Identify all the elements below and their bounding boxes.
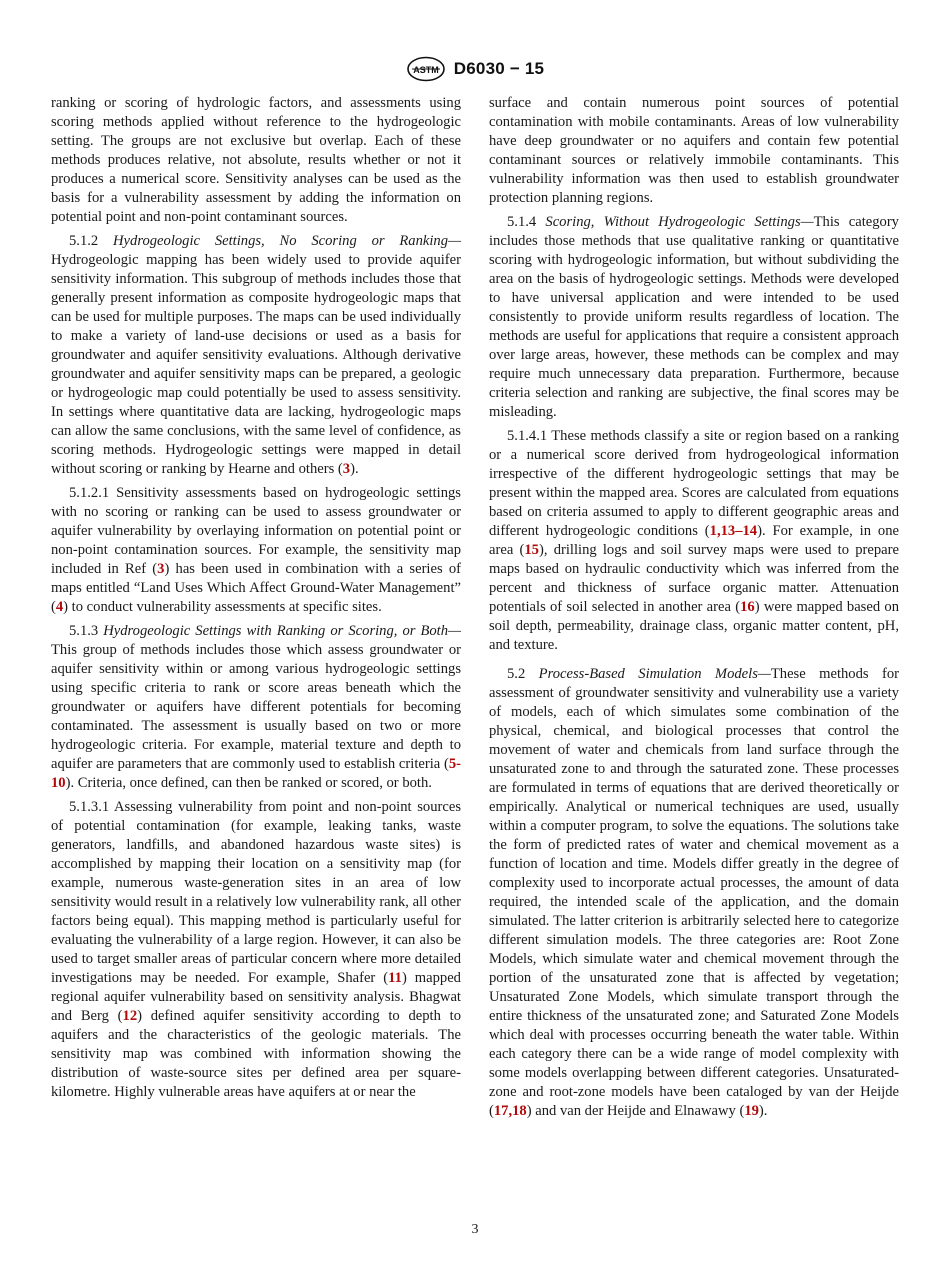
section-title: Scoring, Without Hydrogeologic Settings—: [545, 214, 814, 230]
section-title: Hydrogeologic Settings, No Scoring or Ranking—: [113, 233, 461, 249]
reference-link[interactable]: 3: [157, 561, 165, 577]
astm-logo-icon: [406, 56, 446, 82]
section-5-1-2-1: 5.1.2.1 Sensitivity assessments based on hydrogeologic settings with no scoring or ranking can be used to assess groundwater or aquifer vulnerability by overlaying information on potential point or non-point contamination sources. For example, the sensitivity map included in Ref (3) has been used in combination with a series of maps entitled “Land Uses Which Affect Ground-Water Management” (4) to conduct vulnerability assessments at specific sites.: [51, 485, 462, 615]
logo-text: ASTM: [413, 65, 439, 75]
page-number: 3: [471, 1222, 479, 1237]
reference-link[interactable]: 1,13–14: [709, 523, 758, 539]
paragraph: surface and contain numerous point sources of potential contamination with mobile contaminants. Areas of low vulnerability have deep groundwater or no aquifers and contain few potential contaminant sources or relatively immobile contaminants. This vulnerability information was then used to establish groundwater protection planning regions.: [489, 95, 899, 206]
reference-link[interactable]: 5-10: [51, 756, 461, 791]
left-column: [51, 94, 461, 1107]
section-5-1-3: 5.1.3 Hydrogeologic Settings with Ranking or Scoring, or Both—This group of methods includes those which assess groundwater or aquifer sensitivity within or among various hydrogeologic settings using specific criteria to rank or score areas beneath which the groundwater or aquifers have different potentials for becoming contaminated. The assessment is usually based on two or more hydrogeologic criteria. For example, material texture and depth to aquifer are parameters that are commonly used to establish criteria (5-10). Criteria, once defined, can then be ranked or scored, or both.: [51, 623, 462, 791]
section-title: Process-Based Simulation Models—: [538, 666, 771, 682]
page-header: [0, 56, 950, 82]
reference-link[interactable]: 3: [342, 461, 351, 477]
section-5-1-4: 5.1.4 Scoring, Without Hydrogeologic Settings—This category includes those methods that use qualitative ranking or quantitative scoring with hydrogeologic information, but without subdividing the area on the basis of hydrogeologic settings. Methods were developed to have universal application and were intended to be used consistently to provide uniform results regardless of location. The methods are useful for applications that require a consistent approach over large areas, however, these methods can be complex and may require much unnecessary data preparation. Furthermore, because criteria selection and ranking are subjective, the final scores may be misleading.: [489, 214, 899, 420]
reference-link[interactable]: 11: [388, 970, 402, 986]
section-title: Hydrogeologic Settings with Ranking or Scoring, or Both—: [103, 623, 462, 639]
paragraph: ranking or scoring of hydrologic factors, and assessments using scoring methods applied without reference to the hydrogeologic setting. The groups are not exclusive but overlap. Each of these methods produces relative, not absolute, results whether or not it produces a numerical score. Sensitivity analyses can be used as the basis for a vulnerability assessment by adding the information on potential point and non-point contaminant sources.: [51, 95, 461, 225]
section-5-2: 5.2 Process-Based Simulation Models—These methods for assessment of groundwater sensitivity and vulnerability use a variety of models, each of which simulates some combination of the physical, chemical, and biological processes that control the movement of water and chemicals from land surface through the unsaturated zone to and through the saturated zone. These processes are formulated in terms of equations that are derived theoretically or empirically. Analytical or numerical techniques are used, usually within a computer program, to solve the equations. The solutions take the form of predicted rates of water and chemical movement as a function of location and time. Models differ greatly in the degree of complexity used to incorporate actual processes, the amount of data required, the intended scale of the application, and the domain simulated. The latter criterion is arbitrarily selected here to categorize different simulation models. The three categories are: Root Zone Models, which simulate water and chemical movement through the portion of the unsaturated zone that is affected by vegetation; Unsaturated Zone Models, which simulate transport through the entire thickness of the unsaturated zone; and Saturated Zone Models which deal with processes occurring beneath the water table. Within each category there can be a wide range of model complexity with some models overlapping between different categories. Unsaturated-zone and root-zone models have been cataloged by van der Heijde (17,18) and van der Heijde and Elnawawy (19).: [489, 666, 899, 1119]
right-column: [489, 94, 899, 1126]
section-5-1-4-1: 5.1.4.1 These methods classify a site or region based on a ranking or a numerical score derived from hydrogeological information irrespective of the different hydrogeologic settings that may be present within the mapped area. Scores are calculated from equations based on criteria assumed to apply to different geographic areas and different hydrogeologic conditions (1,13–14). For example, in one area (15), drilling logs and soil survey maps were used to prepare maps based on hydraulic conductivity which was inferred from the percent and thickness of surface organic matter. Attenuation potentials of soil selected in another area (16) were mapped based on soil depth, permeability, drainage class, organic matter content, pH, and texture.: [489, 428, 899, 653]
reference-link[interactable]: 17,18: [493, 1103, 527, 1119]
reference-link[interactable]: 19: [744, 1103, 759, 1119]
reference-link[interactable]: 16: [740, 599, 755, 615]
reference-link[interactable]: 12: [122, 1008, 138, 1024]
reference-link[interactable]: 15: [524, 542, 539, 558]
section-5-1-3-1: 5.1.3.1 Assessing vulnerability from point and non-point sources of potential contamination (for example, leaking tanks, waste generators, landfills, and abandoned hazardous waste sites) is accomplished by mapping their location on a sensitivity map (for example, numerous waste-generation sites in an area of low sensitivity would result in a relatively low vulnerability rank, all other factors being equal). This mapping method is particularly useful for evaluating the vulnerability of a large region. However, it can also be used to target smaller areas of particular concern where more detailed investigations may be needed. For example, Shafer (11) mapped regional aquifer vulnerability based on sensitivity analysis. Bhagwat and Berg (12) defined aquifer sensitivity according to depth to aquifers and the characteristics of the geologic materials. The sensitivity map was combined with information showing the distribution of waste-source sites per defined area per square-kilometre. Highly vulnerable areas have aquifers at or near the: [51, 799, 461, 1100]
standard-designation: D6030 − 15: [453, 59, 545, 78]
section-5-1-2: 5.1.2 Hydrogeologic Settings, No Scoring or Ranking—Hydrogeologic mapping has been widely used to provide aquifer sensitivity information. This subgroup of methods includes those that generally present information as composite hydrogeologic maps that can be used for multiple purposes. The maps can be used individually to make a variety of land-use decisions or used as a basis for groundwater and aquifer sensitivity evaluations. Although derivative groundwater and aquifer sensitivity maps can be prepared, a geologic or hydrogeologic map could potentially be used to assess sensitivity. In settings where quantitative data are lacking, hydrogeologic maps can allow the same conclusions, with the same level of confidence, as scoring methods. Hydrogeologic settings were mapped in detail without scoring or ranking by Hearne and others (3).: [51, 233, 461, 477]
reference-link[interactable]: 4: [55, 599, 64, 615]
